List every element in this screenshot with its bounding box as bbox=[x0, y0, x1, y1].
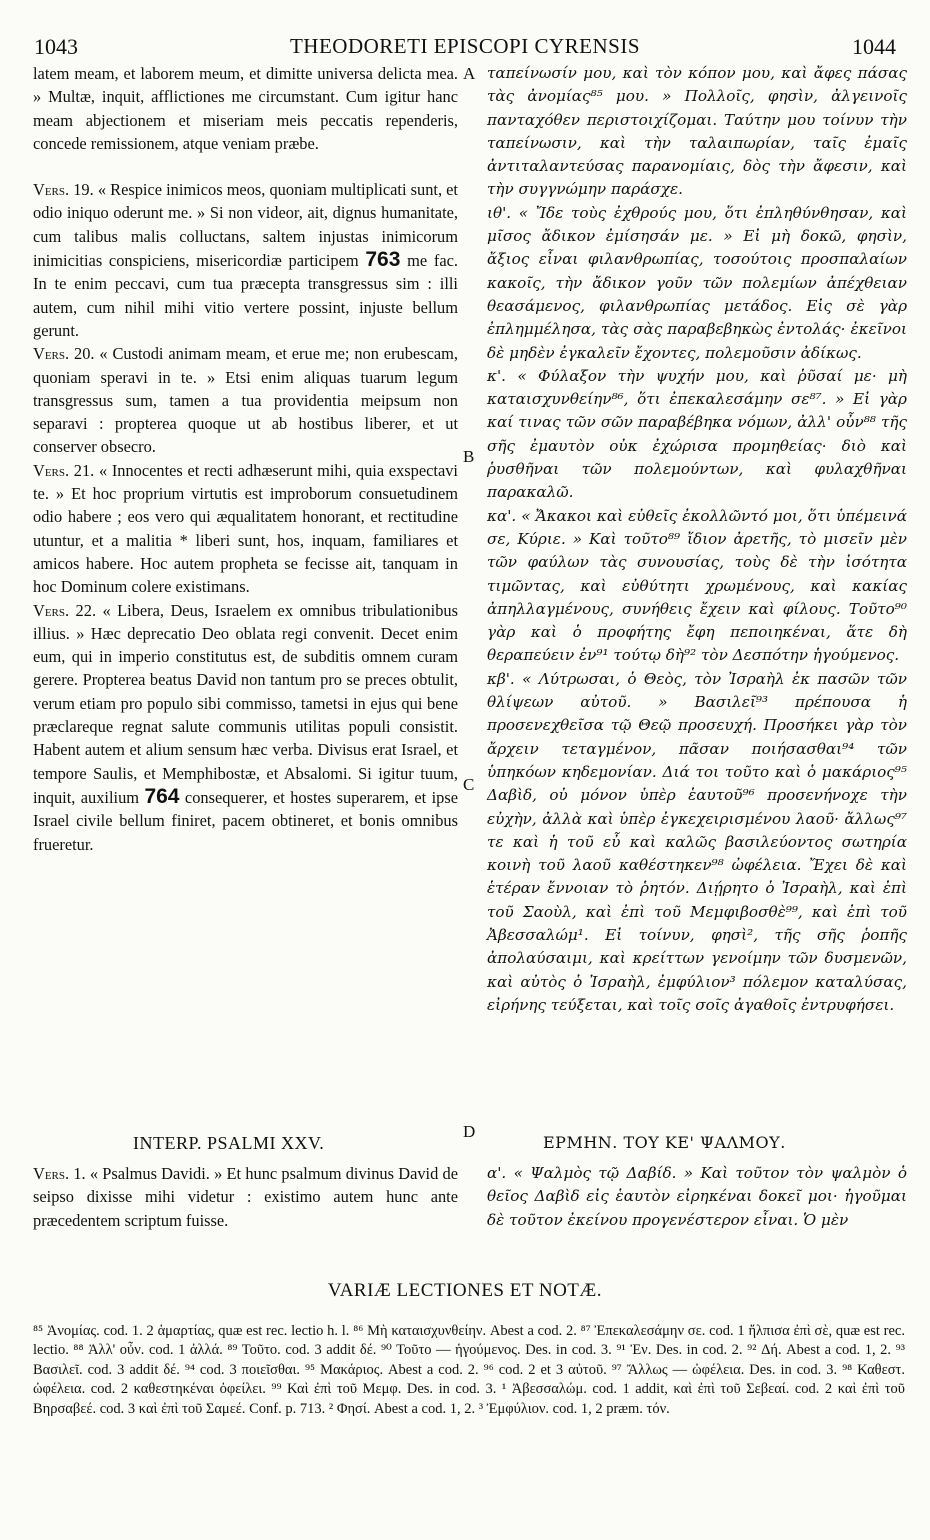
notes-block bbox=[33, 1322, 905, 1419]
verse-label: Vers. 20. bbox=[33, 344, 95, 364]
verse-text: « Innocentes et recti adhæserunt mihi, quia exspectavi te. » Et hoc proprium virtutis est improborum consuetudinem odio habere ; eos vero qui æqualitatem honorant, et rectitudine utuntur, et a malitia * liberi sunt, hos, inquam, familiares et amicos habere. Hoc autem propheta se fecisse ait, tanquam in hoc Dominum colere existimans. bbox=[33, 460, 458, 597]
greek-verse-19: ιθ'. « Ἴδε τοὺς ἐχθρούς μου, ὅτι ἐπληθύνθησαν, καὶ μῖσος ἄδικον ἐμίσησάν με. » Εἰ μὴ δοκῶ, φησὶν, ἄξιος εἶναι φιλανθρωπίας, τοσούτοις προσπαλαίων κακοῖς, τὴν ἄδικον γοῦν τῶν πολεμίων ἀπέχθειαν θεασάμενος, φιλανθρωπίας μετάδος. Εἰς σὲ γὰρ ἐπλημμέλησα, τὰς σὰς παραβεβηκὼς ἐντολάς· ἐκεῖνοι δὲ μηδὲν ἐγκαλεῖν ἔχοντες, πολεμοῦσιν ἀδίκως. bbox=[487, 203, 907, 362]
greek-section-title: ΕΡΜΗΝ. ΤΟΥ ΚΕ' ΨΑΛΜΟΥ. bbox=[543, 1133, 786, 1152]
column-number-763: 763 bbox=[365, 248, 401, 272]
greek-verse-21: κα'. « Ἄκακοι καὶ εὐθεῖς ἐκολλῶντό μοι, ὅτι ὑπέμεινά σε, Κύριε. » Καὶ τοῦτο⁸⁹ ἴδιον ἀρετῆς, τὸ μισεῖν μὲν τῶν φαύλων τὰς συνουσίας, τοὺς δὲ τὴν ἰσότητα τιμῶντας, καὶ εὐθύτητι χρωμένους, καὶ κακίας ἀπηλλαγμένους, συνήθεις ἔχειν καὶ φίλους. Τοῦτο⁹⁰ γὰρ καὶ ὁ προφήτης ἔφη πεποιηκέναι, ἅτε δὴ θεραπεύειν ἐν⁹¹ τούτῳ δὴ⁹² τὸν Δεσπότην ἡγούμενος. bbox=[487, 506, 907, 665]
latin-section-title: INTERP. PSALMI XXV. bbox=[133, 1133, 325, 1153]
page-number-right: 1044 bbox=[852, 34, 896, 59]
verse-label: Vers. 21. bbox=[33, 460, 95, 480]
verse-text: consequerer, et hostes superarem, et ipse Israel civile bellum finiret, pacem obtineret, et bonis omnibus frueretur. bbox=[33, 787, 458, 854]
greek-verse-20: κ'. « Φύλαξον τὴν ψυχήν μου, καὶ ῥῦσαί με· μὴ καταισχυνθείην⁸⁶, ὅτι ἐπεκαλεσάμην σε⁸⁷. » Εἰ γὰρ καί τινας τῶν σῶν παραβέβηκα νόμων, ἀλλ' οὖν⁸⁸ τῆς σῆς ἐμαυτὸν οὐκ ἐχώρισα προμηθείας· διὸ καὶ ῥυσθῆναι τῶν πολεμούντων, καὶ φυλαχθῆναι παρακαλῶ. bbox=[487, 366, 907, 502]
verse-text: « Custodi animam meam, et erue me; non erubescam, quoniam speravi in te. » Etsi enim aliquas tuarum legum transgressus sum, tamen a tua providentia meipsum non separavi : propterea quoque ut ab hostibus liberer, et ut conserver obsecro. bbox=[33, 344, 458, 457]
verse-text: me fac. In te enim peccavi, cum tua præcepta transgressus sim : illi autem, cum nihil mihi vitio vertere possint, injuste bellum gerunt. bbox=[33, 251, 458, 340]
column-number-764: 764 bbox=[144, 784, 180, 808]
verse-text: « Psalmus Davidi. » Et hunc psalmum divinus David de seipso dixisse mihi videtur : existimo autem hunc ante præcedentem scriptum fuisse. bbox=[33, 1164, 458, 1230]
running-header bbox=[28, 34, 902, 64]
greek-para-1: ταπείνωσίν μου, καὶ τὸν κόπον μου, καὶ ἄφες πάσας τὰς ἀνομίας⁸⁵ μου. » Πολλοῖς, φησὶν, ἀλγεινοῖς πανταχόθεν περιστοιχίζομαι. Ταύτην μου τοίνυν τὴν ταπείνωσιν, καὶ τὴν ταλαιπωρίαν, ταῖς ἐμαῖς ἀντιταλαντεύσας παρανομίαις, δὸς τὴν ἄφεσιν, καὶ τὴν συγγνώμην παράσχε. bbox=[487, 64, 907, 199]
notes-text: ⁸⁵ Ἀνομίας. cod. 1. 2 ἁμαρτίας, quæ est rec. lectio h. l. ⁸⁶ Μὴ καταισχυνθείην. Abest a cod. 2. ⁸⁷ Ἐπεκαλεσάμην σε. cod. 1 ἤλπισα ἐπὶ σὲ, quæ est rec. lectio. ⁸⁸ Ἀλλ' οὖν. cod. 1 ἀλλά. ⁸⁹ Τοῦτο. cod. 3 addit δέ. ⁹⁰ Τοῦτο — ἡγούμενος. Des. in cod. 3. ⁹¹ Ἐν. Des. in cod. 2. ⁹² Δή. Abest a cod. 1, 2. ⁹³ Βασιλεῖ. cod. 3 addit δέ. ⁹⁴ cod. 3 ποιεῖσθαι. ⁹⁵ Μακάριος. Abest a cod. 2. ⁹⁶ cod. 2 et 3 αὐτοῦ. ⁹⁷ Ἄλλως — ὠφέλεια. Des. in cod. 3. ⁹⁸ Καθεστ. ὠφέλεια. cod. 2 καθεστηκέναι ὀφείλει. ⁹⁹ Καὶ ἐπὶ τοῦ Μεμφ. Des. in cod. 3. ¹ Ἀβεσσαλώμ. cod. 1 addit, καὶ ἐπὶ τοῦ Σεβεαί. cod. 2 καὶ ἐπὶ τοῦ Βηρσαβεέ. cod. 3 καὶ ἐπὶ τοῦ Σαμεέ. Conf. p. 713. ² Φησί. Abest a cod. 1, 2. ³ Ἐμφύλιον. cod. 1, 2 præm. τόν. bbox=[33, 1323, 905, 1417]
greek-column bbox=[487, 62, 907, 1017]
notes-title: VARIÆ LECTIONES ET NOTÆ. bbox=[327, 1280, 603, 1301]
latin-verse-19 bbox=[33, 178, 458, 342]
margin-letter-d: D bbox=[463, 1122, 476, 1141]
verse-label: Vers. 22. bbox=[33, 600, 97, 620]
verse-label: Vers. 19. bbox=[33, 180, 94, 200]
margin-letter-b: B bbox=[463, 447, 475, 466]
verse-label: Vers. 1. bbox=[33, 1164, 86, 1183]
greek-verse-22: κβ'. « Λύτρωσαι, ὁ Θεὸς, τὸν Ἰσραὴλ ἐκ πασῶν τῶν θλίψεων αὐτοῦ. » Βασιλεῖ⁹³ πρέπουσα ἡ προσενεχθεῖσα τῷ Θεῷ προσευχή. Προσήκει γὰρ τὸν ἄρχειν τεταγμένον, πᾶσαν ποιήσασθαι⁹⁴ τῶν ὑπηκόων κηδεμονίαν. Διά τοι τοῦτο καὶ ὁ μακάριος⁹⁵ Δαβὶδ, οὐ μόνον ὑπὲρ ἑαυτοῦ⁹⁶ προσενήνοχε τὴν εὐχὴν, ἀλλὰ καὶ ὑπὲρ ἐγκεχειρισμένου λαοῦ· ἄλλως⁹⁷ τε καὶ ἡ τοῦ εὖ καὶ καλῶς βασιλεύοντος σωτηρία κοινὴ τοῦ λαοῦ καθέστηκεν⁹⁸ ὠφέλεια. Ἔχει δὲ καὶ ἑτέραν ἔννοιαν τὸ ῥητόν. Διῄρητο ὁ Ἰσραὴλ, καὶ ἐπὶ τοῦ Σαοὺλ, καὶ ἐπὶ τοῦ Μεμφιβοσθὲ⁹⁹, καὶ ἐπὶ τοῦ Ἀβεσσαλώμ¹. Εἰ τοίνυν, φησὶ², τῆς σῆς ῥοπῆς ἀπολαύσαιμι, καὶ κρείττων γενοίμην τῶν δυσμενῶν, καὶ αὐτὸς ὁ Ἰσραὴλ, ἐμφύλιον³ πόλεμον καταλύσας, εἰρήνης τεύξεται, καὶ τοῖς σοῖς ἀγαθοῖς ἐντρυφήσει. bbox=[487, 669, 907, 1014]
greek-psalm-25-verse-1: α'. « Ψαλμὸς τῷ Δαβίδ. » Καὶ τοῦτον τὸν ψαλμὸν ὁ θεῖος Δαβὶδ εἰς ἑαυτὸν εἰρηκέναι δοκεῖ μοι· ἡγοῦμαι δὲ τοῦτον ἐκείνου προγενέστερον εἶναι. Ὁ μὲν bbox=[487, 1164, 907, 1229]
latin-column bbox=[33, 62, 458, 856]
page-number-left: 1043 bbox=[34, 34, 78, 59]
latin-verse-21 bbox=[33, 459, 458, 599]
latin-verse-20 bbox=[33, 342, 458, 458]
margin-letter-c: C bbox=[463, 775, 475, 794]
latin-verse-22 bbox=[33, 599, 458, 856]
margin-letter-a: A bbox=[463, 64, 476, 83]
verse-text: « Respice inimicos meos, quoniam multiplicati sunt, et odio iniquo oderunt me. » Si non videor, ait, dignus humanitate, cum talibus malis colluctans, saltem injustas inimicorum inimicitias conspiciens, misericordiæ participem bbox=[33, 180, 458, 271]
latin-para-1: latem meam, et laborem meum, et dimitte universa delicta mea. » Multæ, inquit, afflictiones me circumstant. Cum igitur hanc meam abjectionem et miseriam meis peccatis rependeris, concede remissionem, atque veniam præbe. bbox=[33, 64, 458, 153]
running-title: THEODORETI EPISCOPI CYRENSIS bbox=[289, 34, 641, 58]
verse-text: « Libera, Deus, Israelem ex omnibus tribulationibus illius. » Hæc deprecatio Deo oblata regi convenit. Decet enim eum, qui in imperio constitutus est, de subditis omnem curam gerere. Propterea beatus David non tantum pro se preces obtulit, verum etiam pro populo sibi commisso, tametsi in ejus qui bene præclareque regnat salute communis utilitas populi consistit. Habent autem et alium sensum hæc verba. Divisus erat Israel, et tempore Saulis, et Memphibostæ, et Absalomi. Si igitur tuum, inquit, auxilium bbox=[33, 600, 458, 807]
latin-psalm-25-verse-1 bbox=[33, 1162, 458, 1232]
